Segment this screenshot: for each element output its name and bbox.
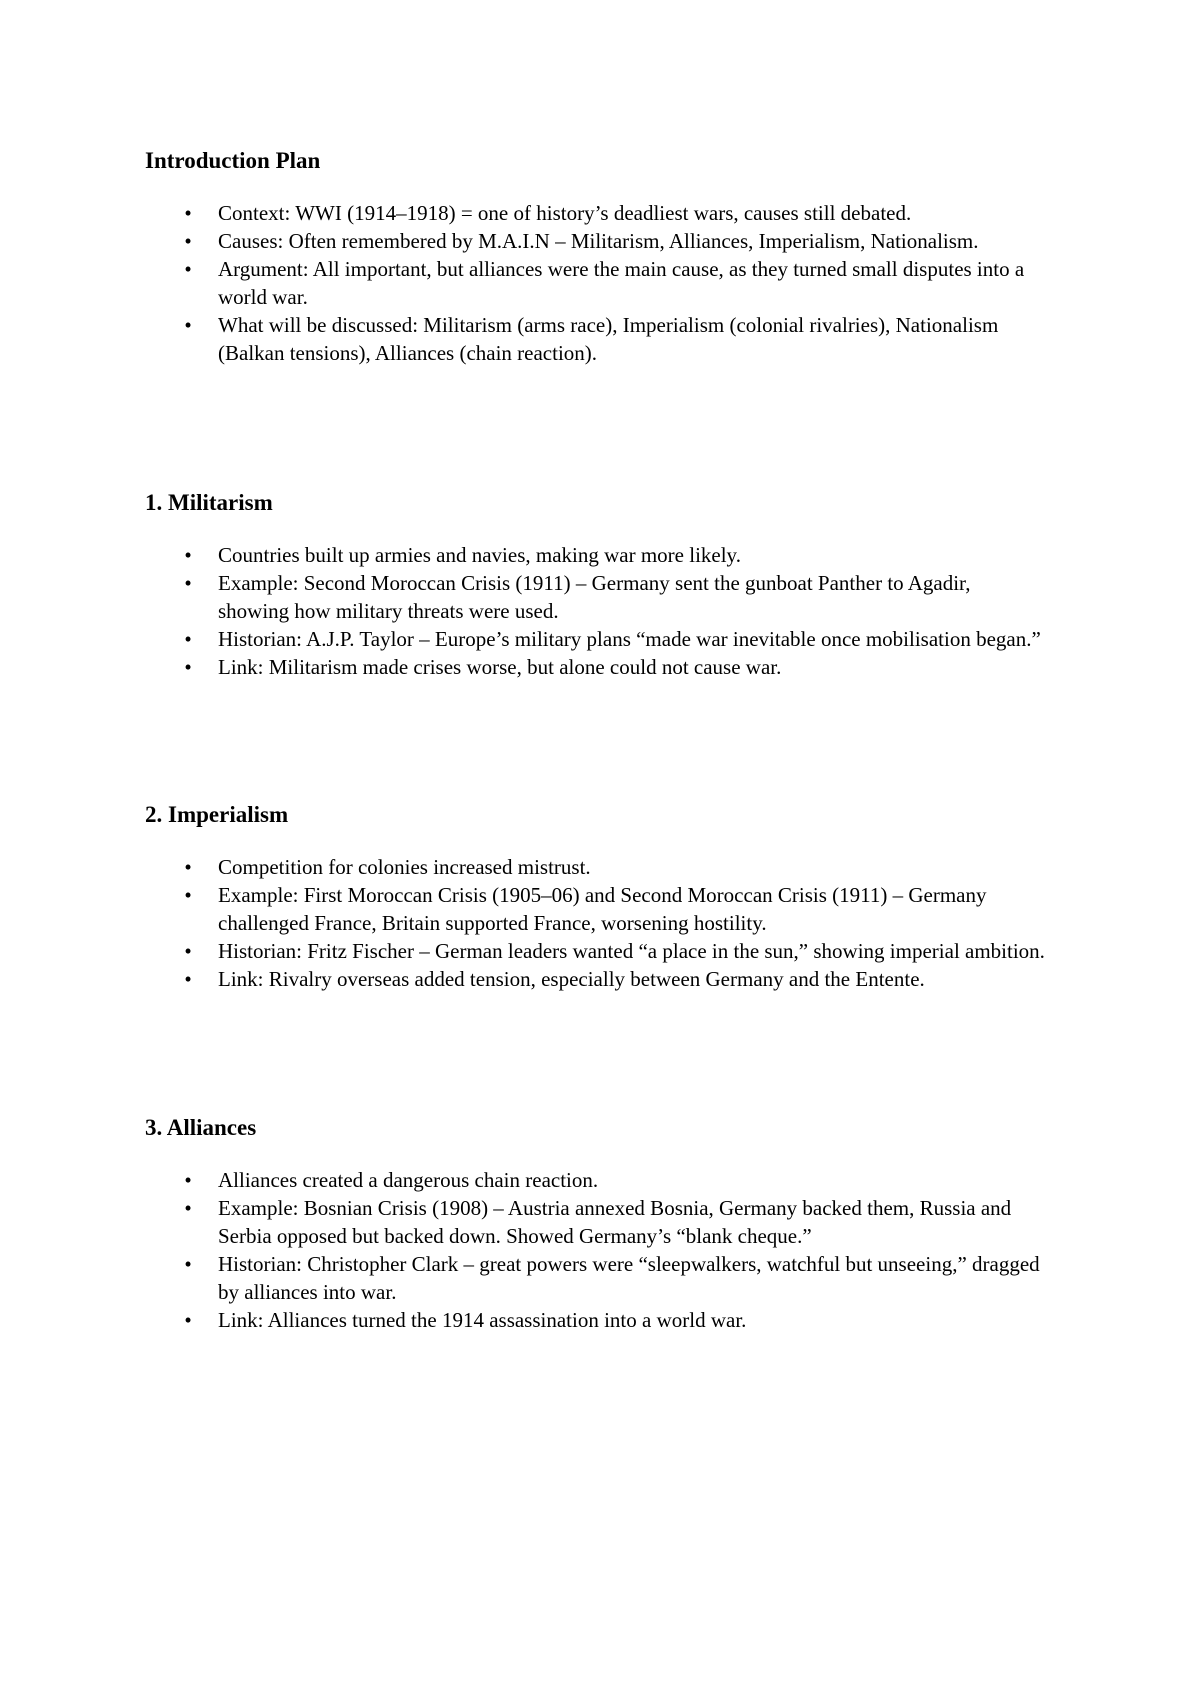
bullet-icon: • — [184, 257, 192, 281]
list-item — [145, 199, 1045, 227]
list-item-text: Causes: Often remembered by M.A.I.N – Militarism, Alliances, Imperialism, Nationalism. — [218, 229, 979, 253]
bullet-icon: • — [184, 939, 192, 963]
list-item — [145, 1250, 1045, 1306]
list-item — [145, 311, 1045, 367]
bullet-list — [145, 1166, 1045, 1334]
section-heading: 1. Militarism — [145, 490, 273, 515]
list-item — [145, 255, 1045, 311]
list-item — [145, 1166, 1045, 1194]
list-item — [145, 653, 1045, 681]
list-item-text: Historian: Fritz Fischer – German leaders wanted “a place in the sun,” showing imperial ambition. — [218, 939, 1045, 963]
bullet-list — [145, 853, 1045, 993]
section-alliances — [145, 1114, 1045, 1334]
list-item — [145, 853, 1045, 881]
list-item-text: Link: Alliances turned the 1914 assassination into a world war. — [218, 1308, 747, 1332]
section-introduction-plan — [145, 147, 1045, 367]
bullet-list — [145, 541, 1045, 681]
list-item — [145, 227, 1045, 255]
list-item-text: Link: Rivalry overseas added tension, especially between Germany and the Entente. — [218, 967, 925, 991]
list-item — [145, 937, 1045, 965]
bullet-icon: • — [184, 1196, 192, 1220]
bullet-list — [145, 199, 1045, 367]
bullet-icon: • — [184, 967, 192, 991]
section-militarism — [145, 489, 1045, 681]
section-heading: 3. Alliances — [145, 1115, 257, 1140]
list-item-text: Historian: Christopher Clark – great powers were “sleepwalkers, watchful but unseeing,” dragged by alliances into war. — [218, 1252, 1040, 1304]
bullet-icon: • — [184, 627, 192, 651]
list-item — [145, 1194, 1045, 1250]
list-item-text: Example: First Moroccan Crisis (1905–06) and Second Moroccan Crisis (1911) – Germany challenged France, Britain supported France, worsening hostility. — [218, 883, 987, 935]
list-item-text: Example: Second Moroccan Crisis (1911) – Germany sent the gunboat Panther to Agadir, showing how military threats were used. — [218, 571, 971, 623]
section-heading: 2. Imperialism — [145, 802, 289, 827]
list-item-text: Historian: A.J.P. Taylor – Europe’s military plans “made war inevitable once mobilisation began.” — [218, 627, 1041, 651]
list-item — [145, 1306, 1045, 1334]
list-item — [145, 569, 1045, 625]
list-item-text: Countries built up armies and navies, making war more likely. — [218, 543, 741, 567]
list-item — [145, 881, 1045, 937]
section-heading: Introduction Plan — [145, 148, 321, 173]
section-imperialism — [145, 801, 1045, 993]
list-item-text: Context: WWI (1914–1918) = one of history’s deadliest wars, causes still debated. — [218, 201, 912, 225]
bullet-icon: • — [184, 571, 192, 595]
bullet-icon: • — [184, 1252, 192, 1276]
list-item-text: Example: Bosnian Crisis (1908) – Austria annexed Bosnia, Germany backed them, Russia and Serbia opposed but backed down. Showed Germany’s “blank cheque.” — [218, 1196, 1012, 1248]
bullet-icon: • — [184, 543, 192, 567]
list-item-text: Competition for colonies increased mistrust. — [218, 855, 591, 879]
list-item-text: Argument: All important, but alliances were the main cause, as they turned small disputes into a world war. — [218, 257, 1025, 309]
list-item — [145, 965, 1045, 993]
bullet-icon: • — [184, 883, 192, 907]
list-item-text: Alliances created a dangerous chain reaction. — [218, 1168, 599, 1192]
list-item — [145, 625, 1045, 653]
list-item-text: What will be discussed: Militarism (arms race), Imperialism (colonial rivalries), Nationalism (Balkan tensions), Alliances (chain reaction). — [218, 313, 999, 365]
bullet-icon: • — [184, 655, 192, 679]
bullet-icon: • — [184, 1168, 192, 1192]
bullet-icon: • — [184, 1308, 192, 1332]
list-item — [145, 541, 1045, 569]
bullet-icon: • — [184, 855, 192, 879]
bullet-icon: • — [184, 229, 192, 253]
bullet-icon: • — [184, 201, 192, 225]
bullet-icon: • — [184, 313, 192, 337]
list-item-text: Link: Militarism made crises worse, but alone could not cause war. — [218, 655, 782, 679]
